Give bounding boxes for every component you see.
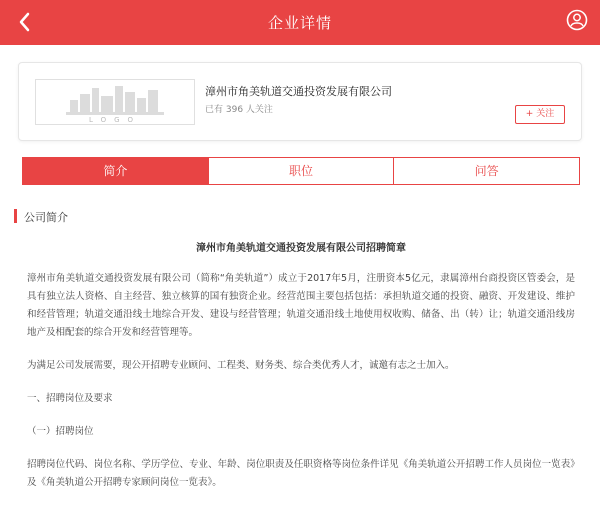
svg-text:LOGO: LOGO	[88, 116, 142, 124]
tab-positions[interactable]: 职位	[208, 158, 394, 184]
article-paragraph: 招聘岗位代码、岗位名称、学历学位、专业、年龄、岗位职责及任职资格等岗位条件详见《角美轨道公开招聘工作人员岗位一览表》及《角美轨道公开招聘专家顾问岗位一览表》。	[27, 459, 575, 488]
company-logo	[35, 79, 195, 125]
follower-count: 已有 396 人关注	[205, 105, 273, 115]
section-header	[0, 209, 600, 227]
section-title: 公司简介	[24, 211, 68, 224]
company-name: 漳州市角美轨道交通投资发展有限公司	[205, 85, 392, 98]
follow-button[interactable]: + 关注	[515, 105, 565, 124]
logo-placeholder-icon	[36, 80, 194, 124]
article-title: 漳州市角美轨道交通投资发展有限公司招聘简章	[196, 243, 406, 254]
user-icon[interactable]	[566, 9, 588, 31]
tab-qa[interactable]: 问答	[393, 158, 579, 184]
page-title: 企业详情	[267, 14, 332, 32]
company-card	[18, 62, 582, 141]
article-paragraph: 为满足公司发展需要，现公开招聘专业顾问、工程类、财务类、综合类优秀人才，诚邀有志之士加入。	[27, 360, 455, 371]
tab-bar	[22, 157, 580, 185]
article-paragraph: 漳州市角美轨道交通投资发展有限公司（简称“角美轨道”）成立于2017年5月，注册资本5亿元，隶属漳州台商投资区管委会，是具有独立法人资格、自主经营、独立核算的国有独资企业。经营范围主要包括包括：承担轨道交通的投资、融资、开发建设、维护和经营管理；轨道交通沿线土地综合开发、建设与经营管理；轨道交通沿线土地使用权收购、储备、出（转）让；轨道交通沿线房地产及相配套的综合开发和经营管理等。	[27, 273, 575, 338]
article-paragraph: 一、招聘岗位及要求	[27, 393, 113, 404]
top-bar	[0, 0, 600, 45]
section-marker	[14, 209, 17, 223]
tab-intro[interactable]: 简介	[23, 158, 208, 184]
article-paragraph: （一）招聘岗位	[27, 426, 94, 437]
article-content	[27, 240, 575, 507]
